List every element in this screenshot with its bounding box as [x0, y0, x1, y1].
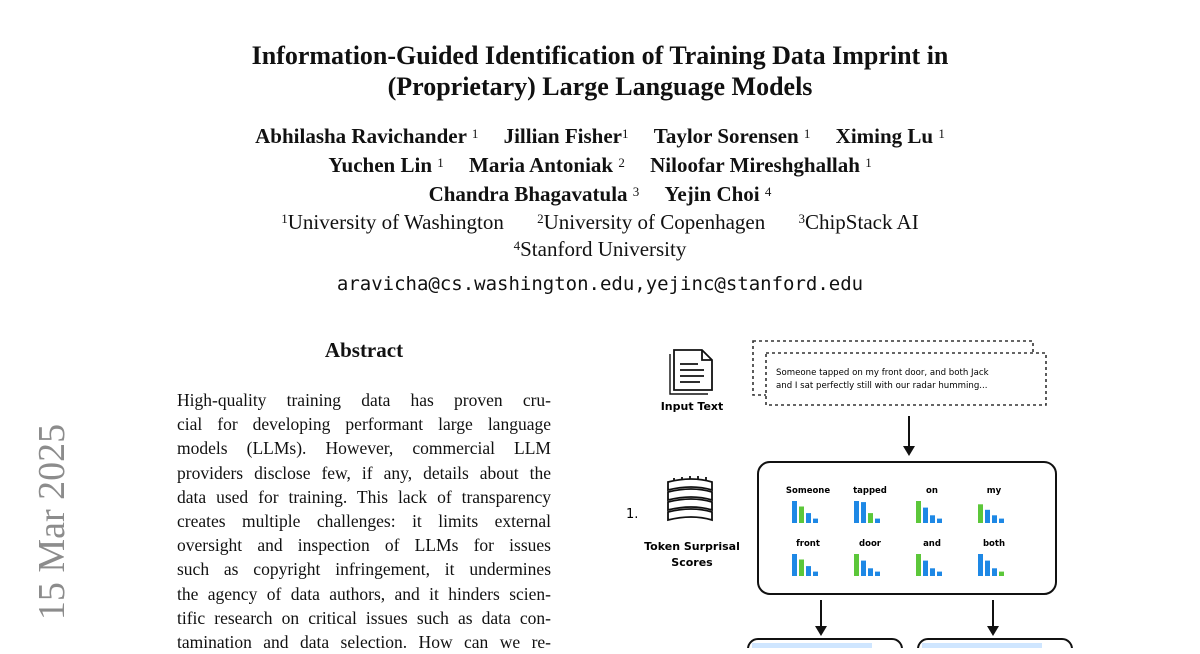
surprisal-bar — [999, 572, 1004, 576]
arxiv-date: 15 Mar 2025 — [31, 423, 73, 621]
surprisal-bar — [868, 513, 873, 523]
abstract-line: tific research on critical issues such as data con- — [177, 607, 551, 628]
surprisal-bar — [978, 504, 983, 523]
authors-line-2 — [0, 151, 1200, 180]
surprisal-bar — [923, 561, 928, 576]
token-label: Someone — [785, 486, 831, 496]
author: Yejin Choi $^4$ — [664, 182, 772, 206]
query-highlight — [922, 643, 1042, 648]
surprisal-bar — [861, 502, 866, 523]
surprisal-bar — [792, 554, 797, 576]
surprisal-bar — [937, 572, 942, 576]
abstract-line: oversight and inspection of LLMs for issues — [177, 535, 551, 556]
step-label-line: Token Surprisal — [644, 540, 740, 553]
arrow-down-icon — [815, 600, 827, 636]
affiliations-line-1 — [0, 208, 1200, 236]
token-label: and — [923, 539, 941, 549]
surprisal-bar — [868, 568, 873, 576]
author-emails[interactable]: aravicha@cs.washington.edu,yejinc@stanford.edu — [336, 273, 864, 295]
token-label: front — [796, 539, 820, 549]
query-highlight — [752, 643, 872, 648]
input-text-box — [766, 353, 1046, 405]
surprisal-bar — [875, 519, 880, 523]
author: Abhilasha Ravichander $^1$ — [255, 124, 479, 148]
paper-title — [0, 40, 1200, 102]
author: Jillian Fisher$^1$ — [503, 124, 629, 148]
arxiv-date-stamp — [22, 412, 82, 632]
surprisal-bar — [916, 554, 921, 576]
surprisal-bar — [813, 519, 818, 523]
surprisal-bar — [875, 572, 880, 576]
surprisal-bar — [992, 568, 997, 576]
surprisal-bar — [930, 568, 935, 576]
token-label: on — [926, 486, 938, 496]
token-label: both — [982, 539, 1006, 549]
abstract-line: the agency of data authors, and it hinders scien- — [177, 583, 551, 604]
abstract-line: tamination and data selection. How can we re- — [177, 632, 551, 653]
step-number: 1. — [626, 507, 639, 522]
affiliation: $^4$Stanford University — [513, 237, 687, 261]
arrow-down-icon — [987, 600, 999, 636]
input-text-line: and I sat perfectly still with our radar humming... — [776, 381, 988, 391]
surprisal-bar — [806, 566, 811, 576]
surprisal-bar — [806, 513, 811, 523]
abstract-body — [177, 388, 551, 654]
document-icon — [670, 350, 712, 394]
surprisal-bar — [985, 510, 990, 523]
surprisal-bar — [992, 515, 997, 523]
tape-measure-icon — [668, 476, 712, 520]
method-figure — [600, 330, 1200, 648]
token-label: my — [986, 486, 1002, 496]
authors-line-1 — [0, 122, 1200, 151]
surprisal-bar — [799, 507, 804, 524]
surprisal-bar — [916, 501, 921, 523]
arrow-down-icon — [903, 416, 915, 456]
surprisal-bar — [792, 501, 797, 523]
author: Maria Antoniak $^2$ — [469, 153, 625, 177]
author: Chandra Bhagavatula $^3$ — [428, 182, 640, 206]
surprisal-bar — [937, 519, 942, 523]
abstract-line: cial for developing performant large language — [177, 414, 551, 435]
surprisal-bar — [854, 554, 859, 576]
abstract-heading: Abstract — [324, 338, 404, 362]
surprisal-bar — [930, 515, 935, 523]
title-line-1: Information-Guided Identification of Training Data Imprint in — [251, 41, 949, 70]
author: Taylor Sorensen $^1$ — [653, 124, 811, 148]
input-text-line: Someone tapped on my front door, and both Jack — [776, 368, 989, 378]
step-label-line: Scores — [671, 556, 713, 569]
abstract-line: such as copyright infringement, it undermines — [177, 559, 551, 580]
authors-line-3 — [0, 180, 1200, 209]
surprisal-bar — [985, 561, 990, 576]
surprisal-bar — [999, 519, 1004, 523]
input-text-label: Input Text — [660, 400, 724, 413]
surprisal-bar — [978, 554, 983, 576]
affiliation: $^1$University of Washington — [281, 210, 504, 234]
surprisal-bar — [923, 508, 928, 523]
token-label: door — [859, 539, 881, 549]
author: Yuchen Lin $^1$ — [328, 153, 444, 177]
abstract-line: providers disclose few, if any, details about the — [177, 462, 551, 483]
author: Ximing Lu $^1$ — [835, 124, 945, 148]
title-line-2: (Proprietary) Large Language Models — [387, 72, 813, 101]
surprisal-bar — [799, 560, 804, 577]
abstract-line: High-quality training data has proven cru- — [177, 390, 551, 410]
surprisal-bar — [813, 572, 818, 576]
surprisal-bar — [854, 501, 859, 523]
affiliation: $^2$University of Copenhagen — [537, 210, 766, 234]
author: Niloofar Mireshghallah $^1$ — [650, 153, 872, 177]
affiliations-line-2 — [0, 235, 1200, 263]
abstract-line: data used for training. This lack of transparency — [177, 486, 551, 507]
abstract-line: creates multiple challenges: it limits external — [177, 511, 551, 532]
token-label: tapped — [853, 486, 887, 496]
surprisal-bar — [861, 561, 866, 576]
affiliation: $^3$ChipStack AI — [798, 210, 919, 234]
abstract-line: models (LLMs). However, commercial LLM — [177, 438, 551, 459]
